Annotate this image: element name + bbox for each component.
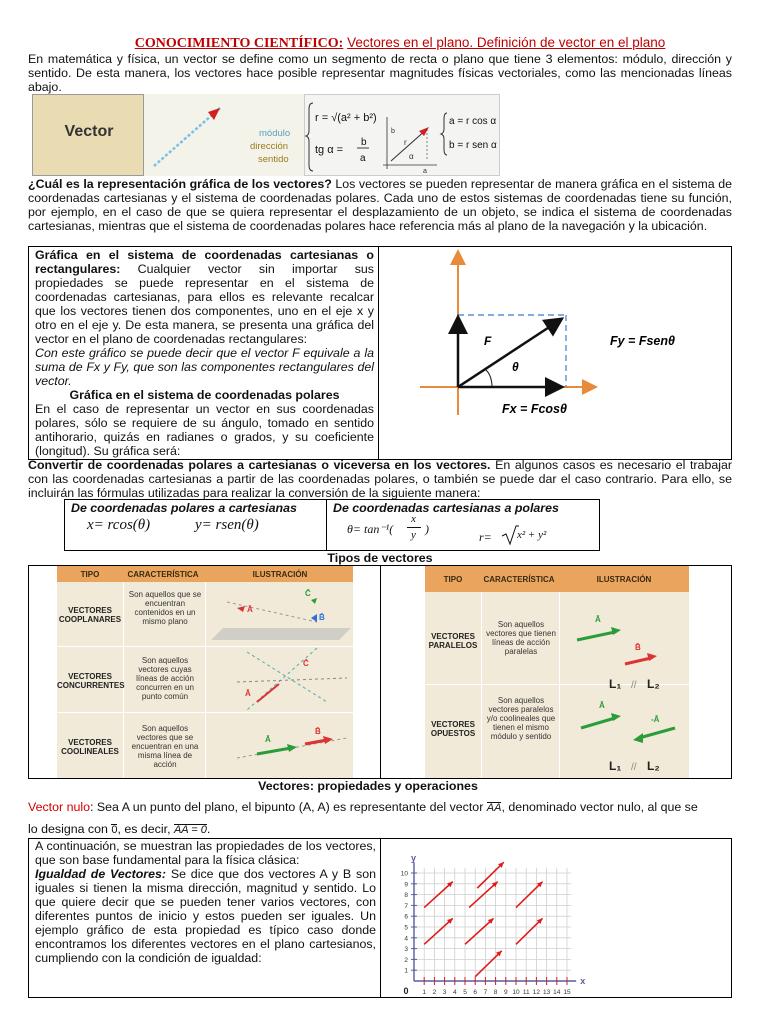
formula-a: a = r cos α [449, 116, 497, 127]
question-text: Los vectores se pueden representar de manera gráfica en el sistema de coordenadas cartesianas y el sistema de coordenadas polares. Cada uno de estos sistemas de coordenadas tiene su función, por ejemplo, en el caso de que se quiera representar el desplazamiento de un objeto, se indica el sistema de coordenadas cartesianas, mientras que el sistema de coordenadas polares hace referencia más al plano de la navegación y la ubicación. [28, 177, 732, 233]
x-tick-label: 13 [542, 989, 551, 996]
tl-h-ilus: ILUSTRACIÓN [252, 570, 308, 579]
null-vector-text3: lo designa con [28, 822, 112, 836]
lbl-A1: Ā [247, 605, 253, 614]
lbl-L2b: L₂ [647, 759, 660, 773]
tl-row3-tipo: VECTORES COOLINEALES [61, 738, 119, 756]
vector-word: Vector [64, 123, 114, 140]
vector-formulas-panel [304, 94, 500, 176]
formula-tg-num: b [361, 137, 367, 148]
cartesian-text-cell [29, 247, 379, 459]
tl-row1-car: Son aquellos que se encuentran contenidos en un mismo plano [128, 590, 202, 626]
vector-arrow-figure [144, 94, 304, 176]
formula-r-label: r= [479, 530, 492, 544]
convert-paragraph [28, 458, 732, 500]
right-header: De coordenadas cartesianas a polares [333, 501, 559, 515]
tl-h-car: CARACTERÍSTICA [127, 570, 199, 579]
label-sentido: sentido [258, 154, 289, 165]
lbl-L1b: L₁ [609, 759, 622, 773]
x-tick-label: 8 [493, 989, 498, 996]
tr-h-tipo: TIPO [443, 575, 463, 584]
x-tick-label: 10 [512, 989, 520, 996]
conversion-table [64, 499, 600, 551]
cartesian-to-polar-cell [327, 500, 599, 550]
component-graph [380, 247, 731, 459]
formula-theta: θ= tan⁻¹( [347, 522, 394, 536]
polar-to-cartesian-cell [65, 500, 327, 550]
null-vector-label: Vector nulo [28, 800, 90, 814]
null-vector-text4: , es decir, [117, 822, 174, 836]
x-tick-label: 14 [553, 989, 561, 996]
title-label: CONOCIMIENTO CIENTÍFICO: [134, 36, 344, 51]
cartesian-heading: Gráfica en el sistema de coordenadas cartesianas o rectangulares: [35, 248, 374, 276]
lbl-L2a: L₂ [647, 677, 660, 691]
title-subtitle: Vectores en el plano. Definición de vector en el plano [347, 35, 666, 50]
origin-label: 0 [403, 986, 409, 996]
formula-theta-den: y [411, 529, 416, 541]
props-heading: Vectores: propiedades y operaciones [258, 779, 478, 793]
y-tick-label: 4 [404, 935, 408, 943]
tl-row2-tipo: VECTORES CONCURRENTES [57, 672, 125, 690]
formula-theta-close: ) [425, 522, 429, 536]
y-tick-label: 10 [400, 870, 408, 878]
lbl-A2: Ā [245, 689, 251, 698]
tl-row2-car: Son aquellos vectores cuyas líneas de acción concurren en un punto común [136, 656, 194, 701]
equal-vector [465, 918, 494, 944]
x-tick-label: 15 [563, 989, 571, 996]
lbl-mA: -Ā [651, 715, 660, 724]
convert-bold: Convertir de coordenadas polares a cartesianas o viceversa en los vectores. [28, 458, 491, 472]
lbl-L1a: L₁ [609, 677, 622, 691]
equality-intro: A continuación, se muestran las propiedades de los vectores, que son base fundamental para la física clásica: [35, 839, 376, 867]
lbl-A3: Ā [265, 735, 271, 744]
tr-row2-car: Son aquellos vectores paralelos y/o coolineales que tienen el mismo módulo y sentido [486, 696, 556, 741]
types-section [28, 565, 732, 779]
tr-h-ilus: ILUSTRACIÓN [596, 575, 652, 584]
vector-word-panel [32, 94, 144, 176]
types-right-table [425, 566, 689, 778]
y-tick-label: 7 [404, 902, 408, 910]
tr-row2-tipo: VECTORES OPUESTOS [430, 720, 476, 738]
formula-tg: tg α = [315, 144, 344, 156]
fig-label-r: r [404, 138, 407, 147]
lbl-A5: Ā [599, 701, 605, 710]
page-title [0, 36, 768, 51]
cartesian-text: Cualquier vector sin importar sus propiedades se puede representar en el sistema de coordenadas cartesianas, para ellos es relevante recalcar que los vectores tienen dos componentes, uno en el eje x y otro en el eje y. De esta manera, se presenta una gráfica del vector en el plano de coordenadas rectangulares: [35, 262, 374, 346]
tl-row1-tipo: VECTORES COOPLANARES [58, 606, 122, 624]
formula-y: y= rsen(θ) [195, 517, 259, 533]
equal-vector [424, 918, 453, 944]
tr-row1-car: Son aquellos vectores que tienen líneas de acción paralelas [486, 620, 556, 656]
formula-b: b = r sen α [449, 140, 497, 151]
x-tick-label: 7 [483, 989, 488, 996]
x-tick-label: 6 [473, 989, 478, 996]
lbl-B1: B̄ [319, 613, 325, 622]
cartesian-section [28, 246, 732, 460]
x-tick-label: 1 [422, 989, 427, 996]
question-bold: ¿Cuál es la representación gráfica de los vectores? [28, 177, 332, 191]
label-theta: θ [512, 360, 519, 374]
lbl-A4: Ā [595, 615, 601, 624]
equality-section [28, 838, 732, 998]
fig-label-a: a [423, 168, 427, 175]
equality-text-cell [29, 839, 381, 997]
tl-h-tipo: TIPO [80, 570, 100, 579]
formula-theta-num: x [411, 513, 416, 525]
label-F: F [484, 334, 492, 348]
null-vector-zero: 0 [111, 824, 118, 836]
y-tick-label: 3 [404, 946, 408, 954]
equal-vector [516, 918, 543, 944]
f-vector [458, 320, 560, 387]
lbl-B4: B̄ [635, 643, 641, 652]
vector-figure [32, 94, 500, 176]
y-tick-label: 6 [404, 913, 408, 921]
y-tick-label: 5 [404, 924, 408, 932]
equality-heading: Igualdad de Vectores: [35, 867, 167, 881]
formula-r-root: x² + y² [517, 529, 547, 541]
x-tick-label: 11 [522, 989, 530, 996]
convert-text: En algunos casos es necesario el trabajar con las coordenadas cartesianas a partir de las coordenadas polares, o también se puede dar el caso contrario. Para ello, se incluirán las fórmulas utilizadas para realizar la conversión de la siguiente manera: [28, 458, 732, 500]
y-tick-label: 2 [404, 956, 408, 964]
tr-h-car: CARACTERÍSTICA [483, 575, 555, 584]
equality-text: Se dice que dos vectores A y B son iguales si tienen la misma dirección, magnitud y sentido. Lo que quiere decir que se pueden tener varios vectores, con diferentes puntos de inicio y estos pueden ser iguales. Un ejemplo gráfico de esta propiedad es típico caso donde encontramos los diferentes vectores en el plano cartesianos, cumpliendo con la condición de igualdad: [35, 867, 376, 965]
fig-label-b: b [391, 128, 395, 135]
lbl-par1: // [631, 680, 637, 691]
x-tick-label: 12 [532, 989, 541, 996]
formula-r: r = √(a² + b²) [315, 112, 377, 124]
tl-illustrations [207, 582, 353, 778]
types-heading: Tipos de vectores [327, 551, 433, 565]
y-tick-label: 9 [404, 881, 408, 889]
x-tick-label: 2 [432, 989, 437, 996]
tr-illustrations [559, 592, 689, 778]
equal-vector [477, 862, 504, 888]
fig-label-alpha: α [409, 152, 414, 161]
tl-row3-car: Son aquellos vectores que se encuentran en una misma línea de acción [131, 724, 199, 769]
lbl-C1: C̄ [305, 589, 311, 598]
null-vector-vec: AA [486, 802, 502, 814]
question-paragraph [28, 177, 732, 233]
tr-row1-tipo: VECTORES PARALELOS [428, 632, 478, 650]
formula-tg-den: a [360, 153, 366, 164]
polar-heading: Gráfica en el sistema de coordenadas polares [69, 388, 340, 402]
lbl-B3: B̄ [315, 727, 321, 736]
null-vector-text1: : Sea A un punto del plano, el bipunto (A, A) es representante del vector [90, 800, 487, 814]
types-left-table [57, 566, 353, 778]
polar-text: En el caso de representar un vector en sus coordenadas polares, sólo se requiere de su ángulo, tomado en sentido antihorario, quizás en radianes o grados, y su coeficiente (longitud). Su gráfica será: [35, 402, 374, 458]
theta-arc [485, 369, 492, 387]
left-header: De coordenadas polares a cartesianas [71, 501, 297, 515]
null-vector-line1 [28, 800, 740, 814]
lbl-C2: C̄ [303, 659, 309, 668]
label-direccion: dirección [250, 141, 289, 152]
y-tick-label: 1 [404, 967, 408, 975]
y-tick-label: 8 [404, 892, 408, 900]
lbl-par2: // [631, 762, 637, 773]
null-vector-text2: , denominado vector nulo, al que se [501, 800, 698, 814]
x-tick-label: 5 [463, 989, 467, 996]
label-modulo: módulo [259, 128, 291, 139]
null-vector-line2 [28, 822, 740, 836]
x-axis-label: x [580, 976, 586, 986]
x-tick-label: 3 [442, 989, 447, 996]
null-vector-dot: . [206, 822, 211, 836]
formula-x: x= rcos(θ) [87, 517, 151, 533]
cartesian-italic: Con este gráfico se puede decir que el vector F equivale a la suma de Fx y Fy, que son las componentes rectangulares del vector. [35, 346, 374, 388]
intro-paragraph: En matemática y física, un vector se define como un segmento de recta o plano que tiene 3 elementos: módulo, dirección y sentido. De esta manera, los vectores hace posible representar magnitudes físicas vectoriales, como las mencionadas líneas abajo. [28, 52, 732, 94]
null-vector-eq: AA = 0 [173, 824, 207, 836]
vector-formulas [305, 95, 501, 177]
equal-vector [475, 951, 502, 977]
x-tick-label: 4 [452, 989, 457, 996]
equality-grid-chart [382, 839, 622, 997]
label-Fy: Fy = Fsenθ [610, 334, 675, 348]
x-tick-label: 9 [503, 989, 508, 996]
y-axis-label: y [411, 853, 417, 864]
label-Fx: Fx = Fcosθ [502, 402, 567, 416]
